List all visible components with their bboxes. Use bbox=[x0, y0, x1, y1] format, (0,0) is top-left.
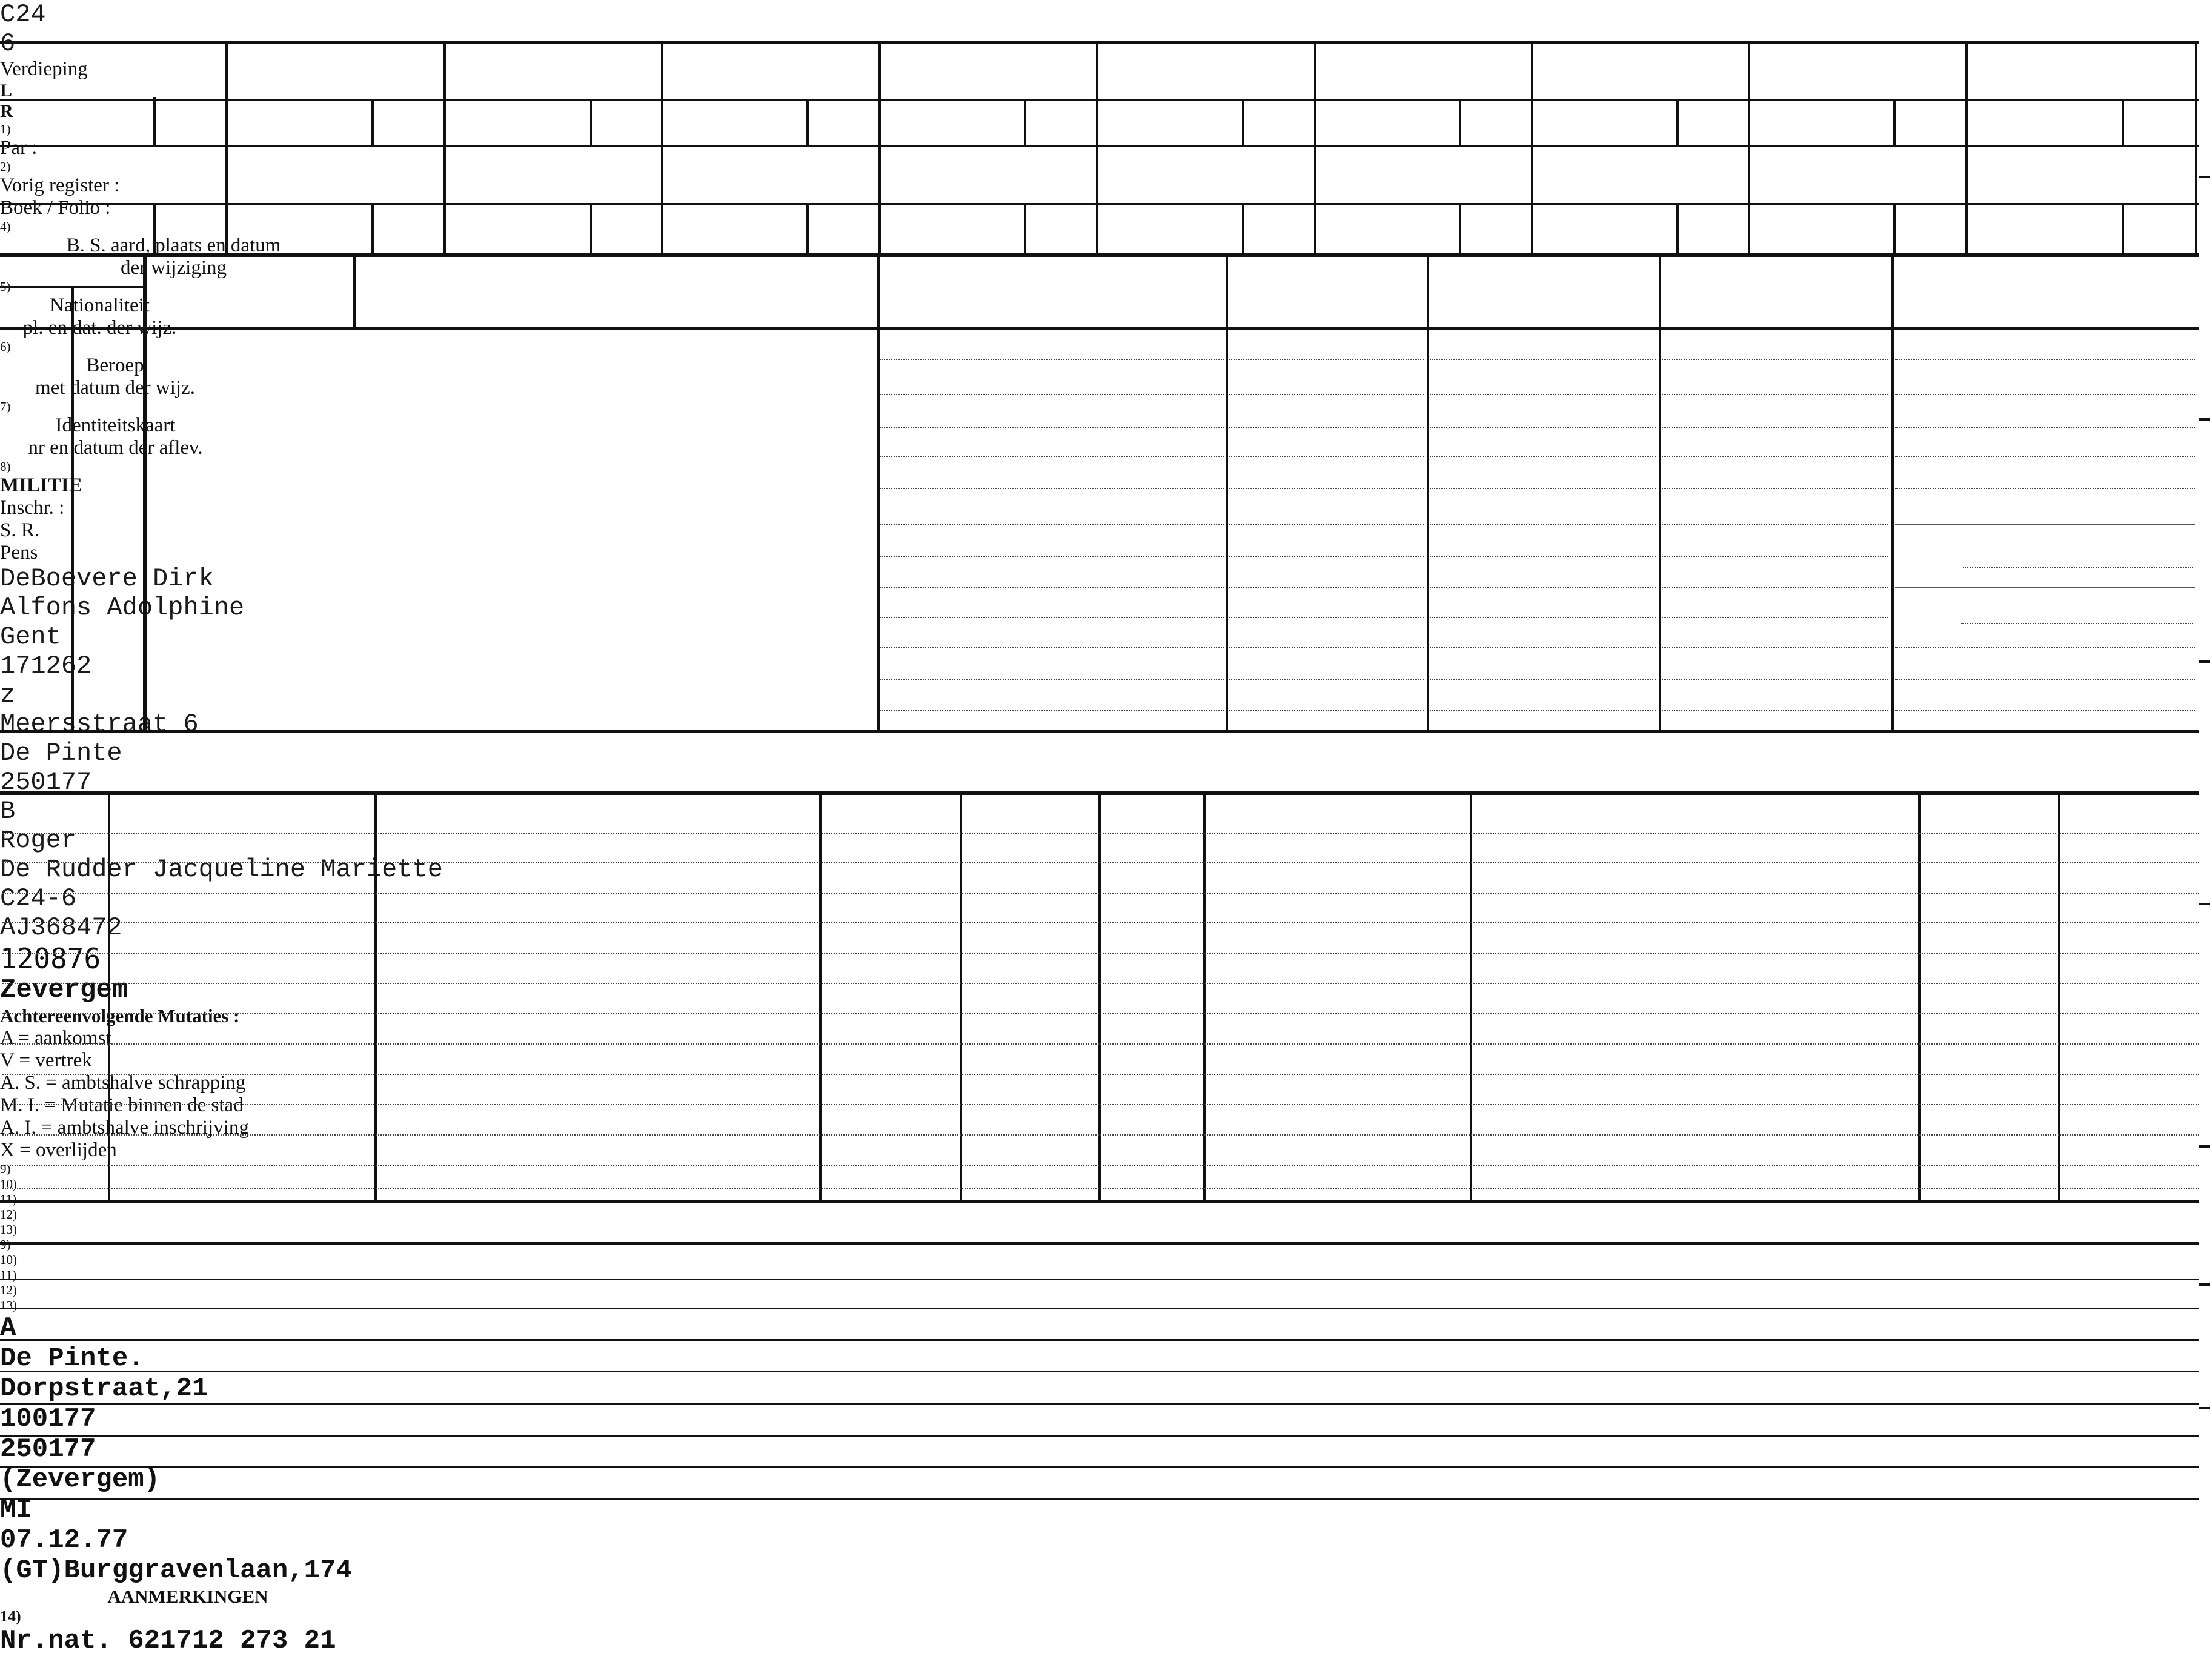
grid-line bbox=[0, 99, 2199, 101]
column-border bbox=[877, 253, 880, 730]
card-code: C24 bbox=[0, 0, 46, 29]
row-rule bbox=[2, 1104, 2199, 1105]
column-border bbox=[1659, 253, 1661, 730]
grid-line bbox=[878, 41, 881, 254]
rule-line bbox=[880, 647, 1224, 648]
rule-line bbox=[1662, 524, 1888, 525]
grid-line bbox=[1676, 99, 1679, 145]
footnote-4: 4) bbox=[0, 219, 11, 234]
edge-tick bbox=[2199, 660, 2210, 663]
legend-inschrijving: A. I. = ambtshalve inschrijving bbox=[0, 1117, 249, 1139]
mutation-street: Dorpstraat,21 bbox=[0, 1374, 208, 1404]
grid-line bbox=[1242, 203, 1244, 254]
rule-line bbox=[880, 556, 1224, 557]
grid-line bbox=[2122, 99, 2124, 145]
grid-line bbox=[371, 99, 374, 145]
column-border bbox=[1470, 791, 1472, 1200]
rule-line bbox=[1895, 488, 2195, 489]
rule-line bbox=[1662, 647, 1888, 648]
column-border bbox=[960, 791, 962, 1200]
grid-line bbox=[153, 97, 156, 147]
remarks-title: AANMERKINGEN bbox=[107, 1586, 268, 1607]
col-number: 10) bbox=[0, 1252, 17, 1267]
vorig-register-label: Vorig register : bbox=[0, 175, 120, 196]
grid-line bbox=[661, 41, 663, 254]
edge-tick bbox=[2199, 176, 2210, 178]
footnote-6: 6) bbox=[0, 339, 11, 354]
col-number: 11) bbox=[0, 1192, 17, 1206]
rule-line bbox=[1430, 647, 1656, 648]
rule-line bbox=[880, 524, 1224, 525]
birth-place: Gent bbox=[0, 622, 61, 651]
rule-line bbox=[880, 456, 1224, 457]
rule-line bbox=[1662, 587, 1888, 588]
footnote-8: 8) bbox=[0, 459, 11, 474]
remarks-line bbox=[0, 1308, 2199, 1309]
mutation-place: (Zevergem) bbox=[0, 1465, 161, 1495]
rule-line bbox=[880, 488, 1224, 489]
rule-line bbox=[1430, 456, 1656, 457]
rule-line bbox=[1662, 427, 1888, 428]
header-bottom-border bbox=[0, 327, 2199, 330]
footnote-2: 2) bbox=[0, 159, 11, 174]
grid-line bbox=[1096, 41, 1098, 254]
identiteitskaart-header: Identiteitskaart bbox=[55, 414, 176, 436]
legend-overlijden: X = overlijden bbox=[0, 1139, 117, 1161]
militie-header: MILITIE bbox=[0, 474, 82, 496]
grid-line bbox=[371, 203, 374, 254]
rule-line bbox=[1430, 617, 1656, 618]
card-number: 6 bbox=[0, 29, 16, 58]
rule-line bbox=[1895, 359, 2195, 360]
edge-tick bbox=[2199, 1407, 2210, 1409]
grid-line bbox=[590, 99, 592, 145]
row-rule bbox=[2, 833, 2199, 834]
rule-line bbox=[1229, 556, 1424, 557]
column-border bbox=[1098, 791, 1101, 1200]
boek-folio-label: Boek / Folio : bbox=[0, 197, 111, 219]
rule-line bbox=[880, 587, 1224, 588]
remarks-line bbox=[0, 1498, 2199, 1500]
col-number: 13) bbox=[0, 1222, 17, 1237]
column-border bbox=[374, 791, 377, 1200]
column-border bbox=[143, 253, 147, 730]
edge-tick bbox=[2199, 1283, 2210, 1286]
rule-line bbox=[1430, 488, 1656, 489]
col-number: 9) bbox=[0, 1162, 11, 1176]
remarks-line bbox=[0, 1339, 2199, 1341]
col-number: 10) bbox=[0, 1177, 17, 1191]
grid-line bbox=[590, 203, 592, 254]
column-border bbox=[108, 791, 110, 1200]
beroep-subheader: met datum der wijz. bbox=[35, 377, 195, 399]
col-number: 12) bbox=[0, 1207, 17, 1222]
rule-line bbox=[880, 617, 1224, 618]
rule-line bbox=[1229, 524, 1424, 525]
pens-label: Pens bbox=[0, 542, 38, 564]
address-date: 250177 bbox=[0, 768, 92, 797]
mutation-type: MI bbox=[0, 1495, 32, 1525]
mutation-date: 07.12.77 bbox=[0, 1525, 128, 1555]
legend-vertrek: V = vertrek bbox=[0, 1049, 92, 1071]
grid-line bbox=[2122, 203, 2124, 254]
column-border bbox=[1891, 253, 1894, 730]
footnote-5: 5) bbox=[0, 279, 11, 294]
grid-line bbox=[1024, 99, 1026, 145]
remarks-divider bbox=[0, 1242, 2199, 1245]
grid-line bbox=[1531, 41, 1533, 254]
footnote-1: 1) bbox=[0, 122, 11, 136]
sr-label: S. R. bbox=[0, 519, 40, 541]
rule-line bbox=[1229, 359, 1424, 360]
address-street: Meersstraat 6 bbox=[0, 710, 199, 739]
mutation-place: De Pinte. bbox=[0, 1343, 144, 1374]
rule-line bbox=[1229, 488, 1424, 489]
row-rule bbox=[2, 1074, 2199, 1075]
remarks-line bbox=[0, 1403, 2199, 1405]
row-rule bbox=[2, 922, 2199, 923]
rule-line bbox=[880, 679, 1224, 680]
edge-tick bbox=[2199, 418, 2210, 421]
rule-line bbox=[1229, 456, 1424, 457]
rule-line bbox=[1430, 359, 1656, 360]
person-name-line1: DeBoevere Dirk bbox=[0, 564, 214, 593]
legend-schrapping: A. S. = ambtshalve schrapping bbox=[0, 1072, 246, 1094]
legend-aankomst: A = aankomst bbox=[0, 1027, 111, 1049]
rule-line bbox=[880, 710, 1224, 711]
rule-line bbox=[1662, 394, 1888, 395]
rule-line bbox=[1895, 647, 2195, 648]
grid-line bbox=[1242, 99, 1244, 145]
rule-line bbox=[1895, 456, 2195, 457]
identiteitskaart-subheader: nr en datum der aflev. bbox=[28, 437, 203, 459]
column-border bbox=[1203, 791, 1206, 1200]
birth-suffix: z bbox=[0, 680, 16, 710]
column-border bbox=[1427, 253, 1429, 730]
rule-line bbox=[1895, 427, 2195, 428]
verdieping-lr-divider bbox=[71, 286, 74, 730]
rule-line bbox=[880, 427, 1224, 428]
rule-line bbox=[1662, 488, 1888, 489]
row-rule bbox=[2, 1043, 2199, 1045]
edge-tick bbox=[2199, 1145, 2210, 1148]
row-rule bbox=[2, 862, 2199, 863]
grid-line bbox=[153, 203, 156, 254]
spouse-line1: Roger bbox=[0, 826, 77, 855]
col-number: 9) bbox=[0, 1237, 11, 1252]
grid-line bbox=[1748, 41, 1750, 254]
top-border bbox=[0, 41, 2199, 44]
grid-line bbox=[1459, 99, 1461, 145]
rule-line bbox=[1662, 556, 1888, 557]
column-border bbox=[819, 791, 822, 1200]
grid-line bbox=[1676, 203, 1679, 254]
rule-line bbox=[1430, 427, 1656, 428]
grid-line bbox=[1893, 99, 1896, 145]
remarks-line bbox=[0, 1279, 2199, 1280]
rule-line bbox=[1662, 710, 1888, 711]
mutation-date-registration: 250177 bbox=[0, 1434, 96, 1465]
grid-line bbox=[1314, 41, 1316, 254]
beroep-header: Beroep bbox=[86, 354, 144, 376]
nationaliteit-header: Nationaliteit bbox=[50, 294, 150, 316]
grid-line bbox=[0, 145, 2199, 147]
column-border bbox=[2058, 791, 2060, 1200]
grid-line bbox=[1459, 203, 1461, 254]
r-label: R bbox=[0, 101, 13, 121]
id-card-place: Zevergem bbox=[0, 975, 128, 1005]
rule-line bbox=[1662, 456, 1888, 457]
remarks-text: Nr.nat. 621712 273 21 bbox=[0, 1626, 336, 1656]
bs-header-line1: B. S. aard, plaats en datum bbox=[66, 234, 281, 256]
row-rule bbox=[2, 1134, 2199, 1136]
nationaliteit-subheader: pl. en dat. der wijz. bbox=[22, 317, 177, 339]
spouse-line2: De Rudder Jacqueline Mariette bbox=[0, 855, 443, 884]
verdieping-label: Verdieping bbox=[0, 58, 88, 80]
main-bottom-border bbox=[0, 730, 2199, 733]
legend-mutatie: M. I. = Mutatie binnen de stad bbox=[0, 1094, 244, 1116]
id-card-number: AJ368472 bbox=[0, 913, 122, 942]
rule-line bbox=[1430, 556, 1656, 557]
row-rule bbox=[2, 1188, 2199, 1189]
rule-line bbox=[1229, 587, 1424, 588]
mutations-title: Achtereenvolgende Mutaties : bbox=[0, 1005, 240, 1026]
rule-line bbox=[1895, 587, 2195, 588]
grid-line bbox=[1965, 41, 1968, 254]
par-label: Par : bbox=[0, 137, 38, 159]
rule-line bbox=[880, 394, 1224, 395]
rule-line bbox=[1229, 647, 1424, 648]
row-rule bbox=[2, 1165, 2199, 1166]
mutation-date-arrival: 100177 bbox=[0, 1404, 96, 1434]
row-rule bbox=[2, 1013, 2199, 1014]
grid-line bbox=[225, 41, 228, 254]
row-rule bbox=[2, 983, 2199, 984]
grid-line bbox=[2195, 41, 2197, 254]
remarks-line bbox=[0, 1466, 2199, 1468]
reference-code: C24-6 bbox=[0, 884, 77, 913]
rule-line bbox=[1229, 617, 1424, 618]
id-card-date: 120876 bbox=[0, 942, 101, 975]
col-number: 11) bbox=[0, 1268, 17, 1282]
column-border bbox=[1918, 791, 1921, 1200]
remarks-line bbox=[0, 1435, 2199, 1437]
grid-line bbox=[1893, 203, 1896, 254]
l-label: L bbox=[0, 81, 13, 101]
mutations-bottom-border bbox=[0, 1200, 2199, 1203]
col-number: 13) bbox=[0, 1298, 17, 1312]
address-place: De Pinte bbox=[0, 739, 122, 768]
rule-line bbox=[1662, 679, 1888, 680]
rule-line bbox=[1430, 587, 1656, 588]
row-rule bbox=[2, 953, 2199, 954]
bs-header-line2: der wijziging bbox=[120, 257, 227, 279]
mutation-type: A bbox=[0, 1313, 16, 1343]
rule-line bbox=[1229, 394, 1424, 395]
edge-tick bbox=[2199, 903, 2210, 905]
rule-line bbox=[1895, 679, 2195, 680]
rule-line bbox=[1895, 524, 2195, 525]
remarks-number: 14) bbox=[0, 1608, 21, 1625]
col-number: 12) bbox=[0, 1283, 17, 1297]
rule-line bbox=[1430, 394, 1656, 395]
remarks-line bbox=[0, 1371, 2199, 1372]
rule-line bbox=[1430, 524, 1656, 525]
pens-fill-line bbox=[1961, 623, 2193, 624]
rule-line bbox=[1229, 679, 1424, 680]
column-border bbox=[353, 253, 356, 327]
top-grid-bottom-border bbox=[0, 253, 2199, 257]
rule-line bbox=[1229, 710, 1424, 711]
person-name-line2: Alfons Adolphine bbox=[0, 593, 245, 622]
rule-line bbox=[1229, 427, 1424, 428]
grid-line bbox=[443, 41, 446, 254]
footnote-7: 7) bbox=[0, 399, 11, 414]
rule-line bbox=[1895, 394, 2195, 395]
birth-date: 171262 bbox=[0, 651, 92, 680]
column-border bbox=[1226, 253, 1228, 730]
status-code: B bbox=[0, 797, 16, 826]
rule-line bbox=[1430, 679, 1656, 680]
row-rule bbox=[2, 893, 2199, 894]
inschr-label: Inschr. : bbox=[0, 497, 65, 519]
sr-fill-line bbox=[1963, 567, 2193, 568]
rule-line bbox=[1662, 359, 1888, 360]
mutation-street: (GT)Burggravenlaan,174 bbox=[0, 1555, 352, 1586]
grid-line bbox=[1024, 203, 1026, 254]
grid-line bbox=[0, 203, 2199, 205]
grid-line bbox=[806, 99, 809, 145]
rule-line bbox=[880, 359, 1224, 360]
rule-line bbox=[1430, 710, 1656, 711]
rule-line bbox=[1662, 617, 1888, 618]
grid-line bbox=[806, 203, 809, 254]
rule-line bbox=[1895, 710, 2195, 711]
